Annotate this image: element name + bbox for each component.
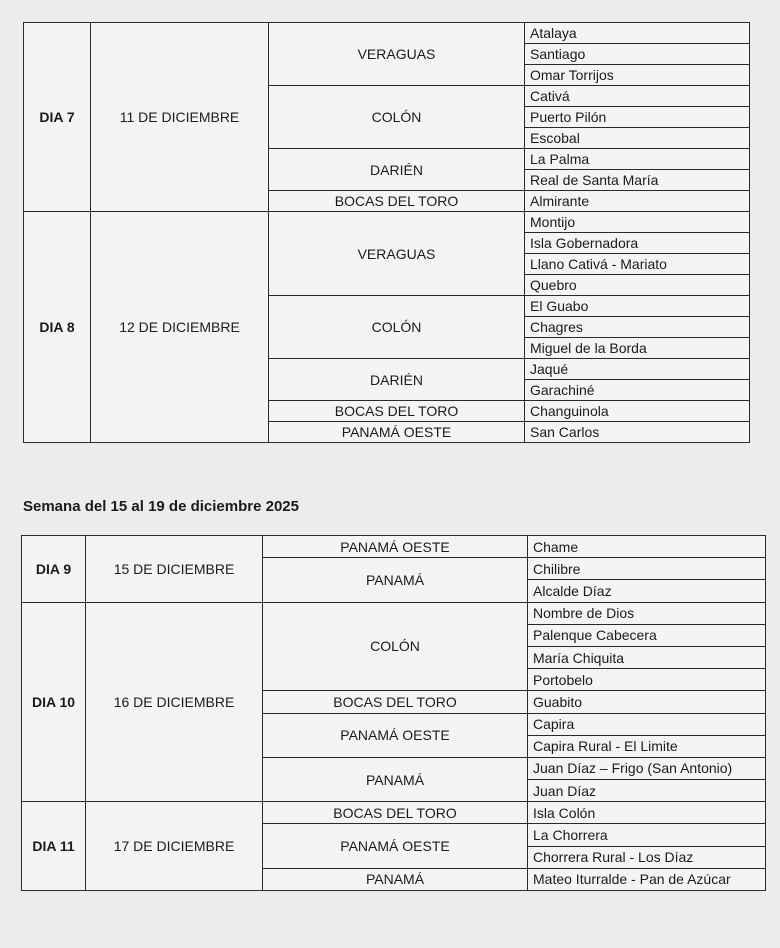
location-label: La Palma [525,149,750,170]
province-label: PANAMÁ [263,868,528,890]
location-label: Nombre de Dios [528,602,766,624]
location-label: Montijo [525,212,750,233]
table-row [24,212,750,233]
province-label: VERAGUAS [269,23,525,86]
location-label: Chorrera Rural - Los Díaz [528,846,766,868]
date-label: 16 DE DICIEMBRE [86,602,263,802]
day-label: DIA 7 [24,23,91,212]
table-row [22,802,766,824]
province-label: PANAMÁ [263,757,528,801]
location-label: Chagres [525,317,750,338]
location-label: Chilibre [528,558,766,580]
table-row [22,536,766,558]
province-label: DARIÉN [269,359,525,401]
location-label: Palenque Cabecera [528,624,766,646]
location-label: San Carlos [525,422,750,443]
province-label: PANAMÁ [263,558,528,602]
day-label: DIA 11 [22,802,86,891]
province-label: BOCAS DEL TORO [269,191,525,212]
date-label: 17 DE DICIEMBRE [86,802,263,891]
table-row [22,602,766,624]
location-label: Changuinola [525,401,750,422]
province-label: PANAMÁ OESTE [263,713,528,757]
location-label: Portobelo [528,669,766,691]
location-label: Isla Colón [528,802,766,824]
day-label: DIA 8 [24,212,91,443]
province-label: DARIÉN [269,149,525,191]
location-label: Garachiné [525,380,750,401]
table-row [24,23,750,44]
location-label: Guabito [528,691,766,713]
date-label: 11 DE DICIEMBRE [91,23,269,212]
location-label: Miguel de la Borda [525,338,750,359]
location-label: Mateo Iturralde - Pan de Azúcar [528,868,766,890]
day-label: DIA 9 [22,536,86,603]
province-label: BOCAS DEL TORO [269,401,525,422]
province-label: COLÓN [263,602,528,691]
location-label: Cativá [525,86,750,107]
location-label: Jaqué [525,359,750,380]
date-label: 12 DE DICIEMBRE [91,212,269,443]
province-label: COLÓN [269,86,525,149]
location-label: Juan Díaz [528,780,766,802]
location-label: La Chorrera [528,824,766,846]
day-label: DIA 10 [22,602,86,802]
province-label: PANAMÁ OESTE [269,422,525,443]
schedule-table-week-1 [23,22,750,443]
location-label: Capira [528,713,766,735]
location-label: Juan Díaz – Frigo (San Antonio) [528,757,766,779]
location-label: Escobal [525,128,750,149]
location-label: Llano Cativá - Mariato [525,254,750,275]
location-label: Quebro [525,275,750,296]
location-label: El Guabo [525,296,750,317]
week-heading: Semana del 15 al 19 de diciembre 2025 [23,498,299,515]
province-label: PANAMÁ OESTE [263,824,528,868]
location-label: Real de Santa María [525,170,750,191]
province-label: BOCAS DEL TORO [263,691,528,713]
location-label: María Chiquita [528,646,766,668]
location-label: Chame [528,536,766,558]
location-label: Capira Rural - El Limite [528,735,766,757]
location-label: Almirante [525,191,750,212]
location-label: Santiago [525,44,750,65]
location-label: Isla Gobernadora [525,233,750,254]
location-label: Alcalde Díaz [528,580,766,602]
province-label: PANAMÁ OESTE [263,536,528,558]
province-label: VERAGUAS [269,212,525,296]
province-label: COLÓN [269,296,525,359]
date-label: 15 DE DICIEMBRE [86,536,263,603]
schedule-table-week-2 [21,535,766,891]
province-label: BOCAS DEL TORO [263,802,528,824]
location-label: Puerto Pilón [525,107,750,128]
location-label: Omar Torrijos [525,65,750,86]
location-label: Atalaya [525,23,750,44]
